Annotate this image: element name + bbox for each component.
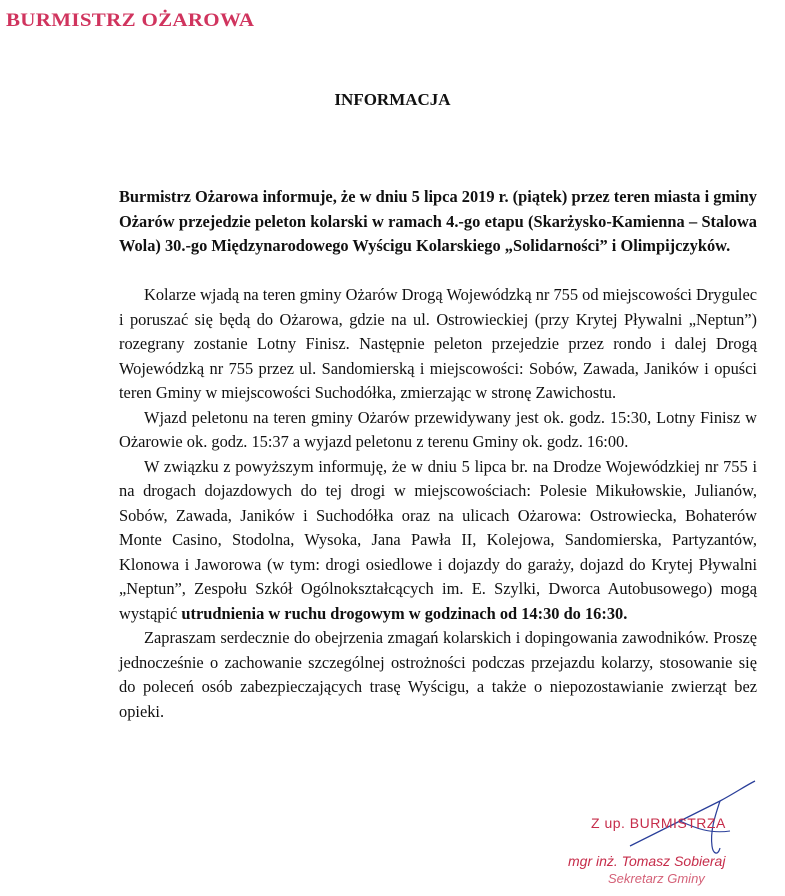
paragraph-traffic bbox=[119, 455, 757, 627]
paragraph-invitation bbox=[119, 626, 757, 724]
paragraph-route bbox=[119, 259, 757, 406]
authorization-stamp: Z up. BURMISTRZA bbox=[591, 815, 726, 831]
burmistrz-header-stamp: BURMISTRZ OŻAROWA bbox=[6, 9, 255, 31]
document-body bbox=[119, 185, 757, 724]
paragraph-times bbox=[119, 406, 757, 455]
paragraph-invitation-text: Zapraszam serdecznie do obejrzenia zmagań kolarskich i dopingowania zawodników. Proszę jednocześnie o zachowanie szczególnej ostrożności podczas przejazdu kolarzy, stosowanie się do poleceń osób zabezpieczających trasę Wyścigu, a także o niepozostawianie zwierząt bez opieki. bbox=[119, 628, 757, 721]
paragraph-route-text: Kolarze wjadą na teren gminy Ożarów Drogą Wojewódzką nr 755 od miejscowości Drygulec i poruszać się będą do Ożarowa, gdzie na ul. Ostrowieckiej (przy Krytej Pływalni „Neptun”) rozegrany zostanie Lotny Finisz. Następnie peleton przejedzie przez rondo i dalej Drogą Wojewódzką nr 755 przez ul. Sandomierską i miejscowości: Sobów, Zawada, Janików i opuści teren Gminy w miejscowości Suchodółka, zmierzając w stronę Zawichostu. bbox=[119, 285, 757, 402]
paragraph-times-text: Wjazd peletonu na teren gminy Ożarów przewidywany jest ok. godz. 15:30, Lotny Finisz w Ożarowie ok. godz. 15:37 a wyjazd peletonu z terenu Gminy ok. godz. 16:00. bbox=[119, 407, 757, 451]
document-title: INFORMACJA bbox=[334, 90, 451, 109]
lead-paragraph: Burmistrz Ożarowa informuje, że w dniu 5 lipca 2019 r. (piątek) przez teren miasta i gminy Ożarów przejedzie peleton kolarski w ramach 4.-go etapu (Skarżysko-Kamienna – Stalowa Wola) 30.-go Międzynarodowego Wyścigu Kolarskiego „Solidarności” i Olimpijczyków. bbox=[119, 187, 757, 255]
traffic-hours-highlight: utrudnienia w ruchu drogowym w godzinach od 14:30 do 16:30. bbox=[181, 603, 628, 623]
paragraph-traffic-text: W związku z powyższym informuję, że w dniu 5 lipca br. na Drodze Wojewódzkiej nr 755 i na drogach dojazdowych do tej drogi w miejscowościach: Polesie Mikułowskie, Julianów, Sobów, Zawada, Janików i Suchodółka oraz na ulicach Ożarowa: Ostrowiecka, Bohaterów Monte Casino, Stodolna, Wysoka, Jana Pawła II, Kolejowa, Sandomierska, Partyzantów, Klonowa i Jaworowa (w tym: drogi osiedlowe i dojazdy do garaży, dojazd do Krytej Pływalni „Neptun”, Zespołu Szkół Ogólnokształcących im. E. Szylki, Dworca Autobusowego) mogą wystąpić bbox=[119, 456, 757, 623]
signatory-name-stamp: mgr inż. Tomasz Sobieraj bbox=[568, 853, 726, 869]
signatory-title-stamp: Sekretarz Gminy bbox=[608, 871, 705, 886]
